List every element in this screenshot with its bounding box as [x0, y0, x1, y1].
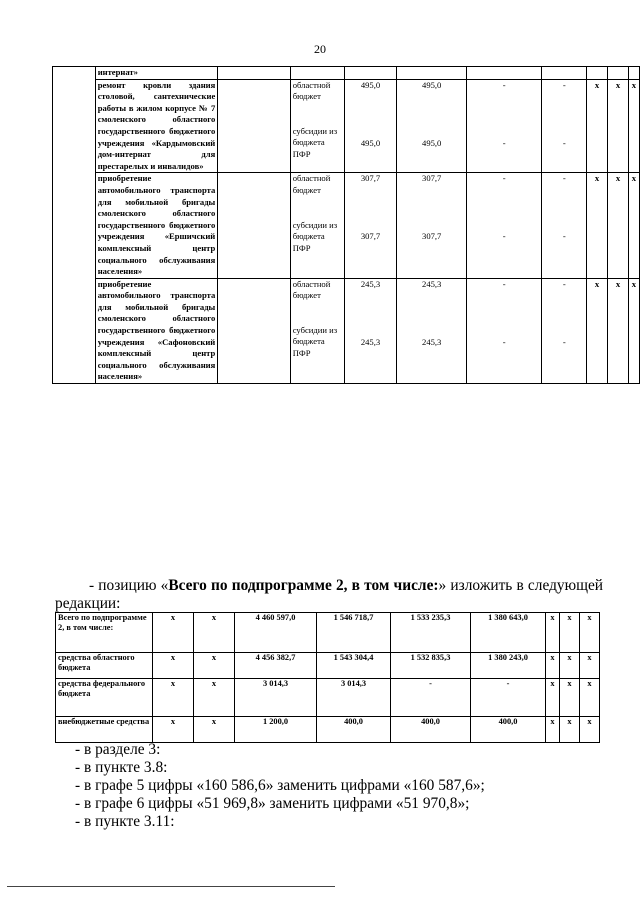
item-description: приобретение автомобильного транспорта для мобильной бригады смоленского областного государственного бюджетного учреждения «Ершичский комплексный центр социального обслуживания населения»: [95, 173, 218, 278]
x-mark: х: [546, 653, 560, 679]
value-cell: -: [391, 679, 471, 717]
table-row: [53, 278, 640, 383]
table-row: Всего по подпрограмме 2, в том числе: х х 4 460 597,0 1 546 718,7 1 533 235,3 1 380 643,0 х х х: [56, 613, 600, 653]
value-cell: 1 380 643,0: [471, 613, 546, 653]
x-mark: х: [546, 613, 560, 653]
value-cell: 245,3: [422, 278, 442, 289]
intro-paragraph: - позицию «Всего по подпрограмме 2, в том числе:» изложить в следующей редакции:: [55, 577, 604, 612]
x-mark: х: [608, 79, 629, 173]
value-cell: 1 546 718,7: [317, 613, 391, 653]
x-mark: х: [628, 173, 639, 278]
value-cell: 495,0: [422, 79, 442, 90]
value-cell: 307,7: [422, 173, 442, 184]
source-name: областной бюджет: [292, 173, 331, 195]
instruction-line: - в пункте 3.11:: [75, 813, 175, 830]
value-cell: 307,7: [360, 173, 381, 184]
table-row: [53, 67, 640, 80]
value-cell: 307,7: [422, 231, 442, 242]
value-cell: 400,0: [391, 717, 471, 743]
x-mark: х: [580, 653, 600, 679]
subprogram-total-table: [55, 612, 600, 743]
value-cell: -: [562, 336, 566, 347]
row-label: средства областного бюджета: [56, 653, 153, 679]
source-name: субсидии из бюджета ПФР: [292, 324, 338, 359]
x-mark: х: [560, 717, 580, 743]
x-mark: х: [560, 679, 580, 717]
value-cell: -: [562, 231, 566, 242]
table-row: [53, 173, 640, 278]
value-cell: 245,3: [360, 278, 381, 289]
table-row: средства областного бюджета х х 4 456 382,7 1 543 304,4 1 532 835,3 1 380 243,0 х х х: [56, 653, 600, 679]
footer-rule: [7, 886, 335, 887]
value-cell: 1 380 243,0: [471, 653, 546, 679]
instruction-line: - в разделе 3:: [75, 741, 161, 758]
instruction-line: - в пункте 3.8:: [75, 759, 168, 776]
row-label: Всего по подпрограмме 2, в том числе:: [56, 613, 153, 653]
table-row: [53, 79, 640, 173]
row-number-cell: [53, 67, 96, 384]
row-label: средства федерального бюджета: [56, 679, 153, 717]
value-cell: -: [502, 79, 506, 90]
table-row: средства федерального бюджета х х 3 014,3 3 014,3 - - х х х: [56, 679, 600, 717]
source-name: областной бюджет: [292, 278, 331, 301]
value-cell: 495,0: [422, 137, 442, 148]
value-cell: 4 456 382,7: [235, 653, 317, 679]
source-name: областной бюджет: [292, 79, 331, 102]
instructions-list: [75, 741, 615, 831]
x-mark: х: [560, 613, 580, 653]
value-cell: 1 533 235,3: [391, 613, 471, 653]
value-cell: 495,0: [360, 137, 381, 148]
top-fragment: интернат»: [95, 67, 218, 80]
x-mark: х: [546, 717, 560, 743]
x-mark: х: [587, 278, 608, 383]
item-description: приобретение автомобильного транспорта для мобильной бригады смоленского областного государственного бюджетного учреждения «Сафоновский комплексный центр социального обслуживания населения»: [95, 278, 218, 383]
subprogram-total-label: Всего по подпрограмме 2, в том числе:: [168, 577, 439, 594]
table-row: внебюджетные средства х х 1 200,0 400,0 400,0 400,0 х х х: [56, 717, 600, 743]
value-cell: -: [502, 137, 506, 148]
value-cell: 4 460 597,0: [235, 613, 317, 653]
program-table: [52, 66, 640, 384]
value-cell: 400,0: [317, 717, 391, 743]
value-cell: -: [502, 278, 506, 289]
value-cell: -: [562, 137, 566, 148]
x-mark: х: [580, 717, 600, 743]
x-mark: х: [628, 278, 639, 383]
x-mark: х: [587, 79, 608, 173]
value-cell: 400,0: [471, 717, 546, 743]
x-mark: х: [580, 679, 600, 717]
value-cell: 245,3: [422, 336, 442, 347]
x-mark: х: [608, 173, 629, 278]
value-cell: -: [502, 231, 506, 242]
item-description: ремонт кровли здания столовой, сантехнические работы в жилом корпусе № 7 смоленского областного государственного бюджетного учреждения «Кардымовский дом-интернат для престарелых и инвалидов»: [95, 79, 218, 173]
value-cell: -: [562, 278, 566, 289]
value-cell: -: [562, 79, 566, 90]
x-mark: х: [580, 613, 600, 653]
x-mark: х: [628, 79, 639, 173]
value-cell: 495,0: [360, 79, 381, 90]
value-cell: 3 014,3: [235, 679, 317, 717]
value-cell: 307,7: [360, 231, 381, 242]
row-label: внебюджетные средства: [56, 717, 153, 743]
value-cell: 1 543 304,4: [317, 653, 391, 679]
value-cell: 1 200,0: [235, 717, 317, 743]
x-mark: х: [546, 679, 560, 717]
value-cell: 3 014,3: [317, 679, 391, 717]
source-name: субсидии из бюджета ПФР: [292, 219, 338, 253]
instruction-line: - в графе 6 цифры «51 969,8» заменить цифрами «51 970,8»;: [75, 795, 470, 812]
x-mark: х: [608, 278, 629, 383]
value-cell: -: [471, 679, 546, 717]
value-cell: 245,3: [360, 336, 381, 347]
x-mark: х: [587, 173, 608, 278]
x-mark: х: [560, 653, 580, 679]
instruction-line: - в графе 5 цифры «160 586,6» заменить цифрами «160 587,6»;: [75, 777, 485, 794]
value-cell: 1 532 835,3: [391, 653, 471, 679]
source-name: субсидии из бюджета ПФР: [292, 125, 338, 159]
value-cell: -: [562, 173, 566, 184]
value-cell: -: [502, 173, 506, 184]
value-cell: -: [502, 336, 506, 347]
page-number: 20: [314, 42, 326, 56]
